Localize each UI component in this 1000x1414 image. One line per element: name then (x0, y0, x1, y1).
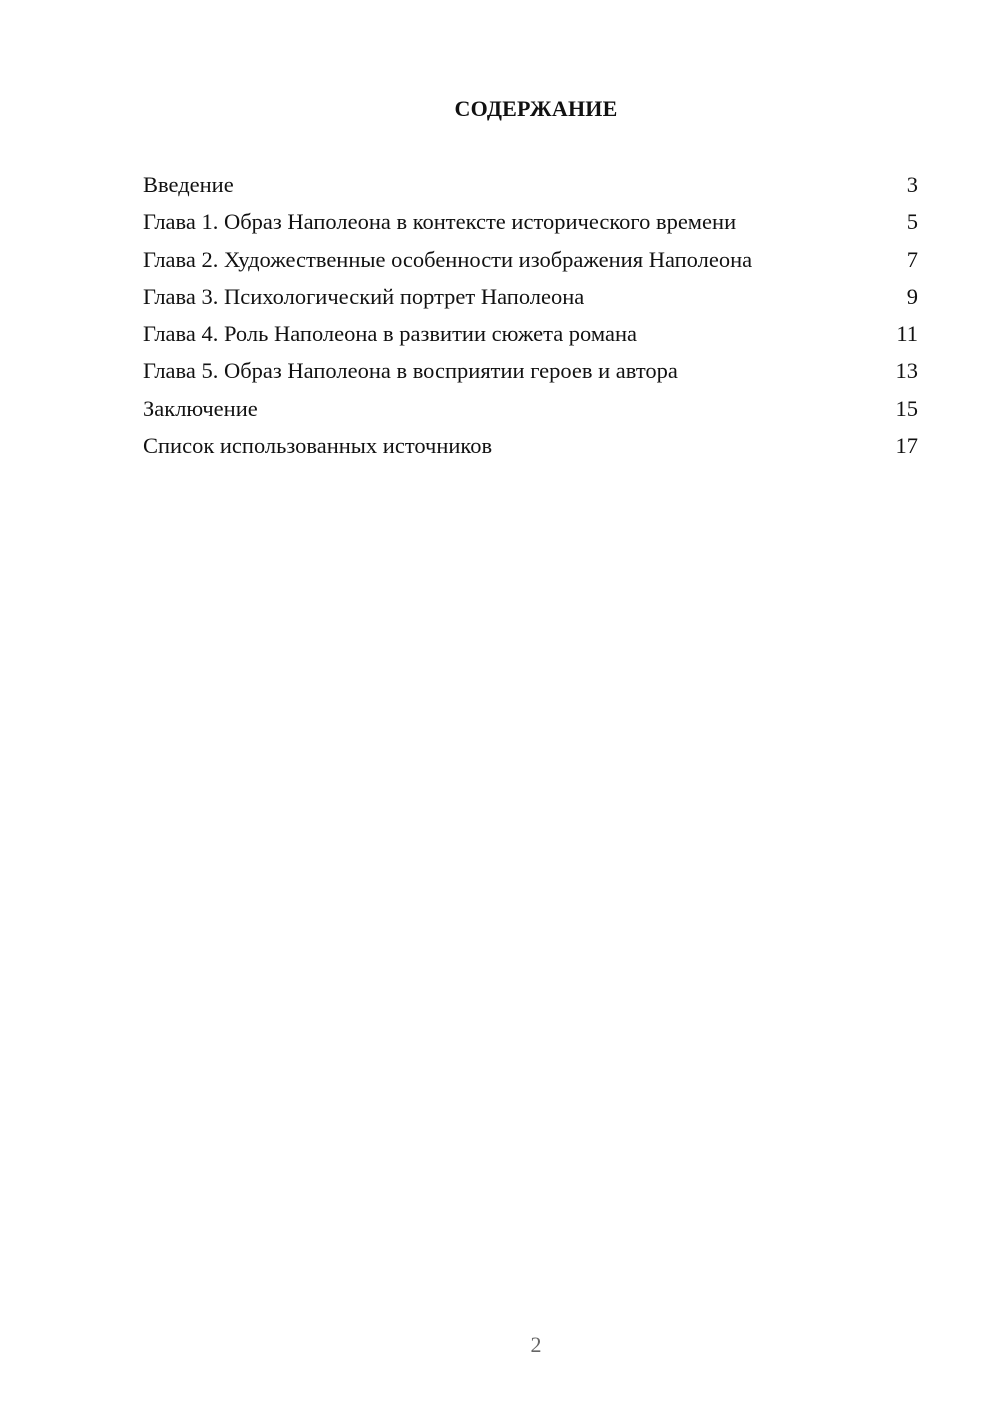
toc-entry-page: 9 (906, 283, 918, 309)
toc-title: СОДЕРЖАНИЕ (454, 96, 618, 121)
toc-entry-chapter-1 (143, 207, 918, 244)
table-of-contents (143, 170, 918, 468)
toc-entry-page: 15 (895, 395, 918, 421)
toc-entry-page: 13 (895, 358, 918, 384)
toc-entry-chapter-2 (143, 245, 918, 282)
toc-entry-label: Глава 2. Художественные особенности изображения Наполеона (143, 246, 753, 272)
toc-entry-page: 17 (895, 433, 918, 459)
toc-entry-chapter-5 (143, 356, 918, 393)
toc-entry-label: Глава 3. Психологический портрет Наполеона (143, 283, 585, 309)
toc-entry-label: Введение (143, 172, 234, 197)
toc-entry-references (143, 431, 918, 468)
toc-entry-label: Глава 4. Роль Наполеона в развитии сюжета романа (143, 321, 637, 347)
toc-entry-page: 11 (896, 321, 918, 347)
toc-entry-conclusion (143, 394, 918, 431)
toc-entry-label: Глава 5. Образ Наполеона в восприятии героев и автора (143, 358, 678, 384)
toc-entry-page: 7 (906, 246, 918, 272)
page-number: 2 (530, 1332, 542, 1357)
toc-entry-chapter-3 (143, 282, 918, 319)
toc-entry-label: Список использованных источников (143, 433, 493, 459)
toc-entry-page: 3 (906, 172, 918, 197)
toc-entry-label: Глава 1. Образ Наполеона в контексте исторического времени (143, 209, 737, 235)
toc-entry-introduction (143, 170, 918, 207)
toc-entry-page: 5 (906, 209, 918, 235)
toc-entry-chapter-4 (143, 319, 918, 356)
toc-entry-label: Заключение (143, 395, 258, 421)
